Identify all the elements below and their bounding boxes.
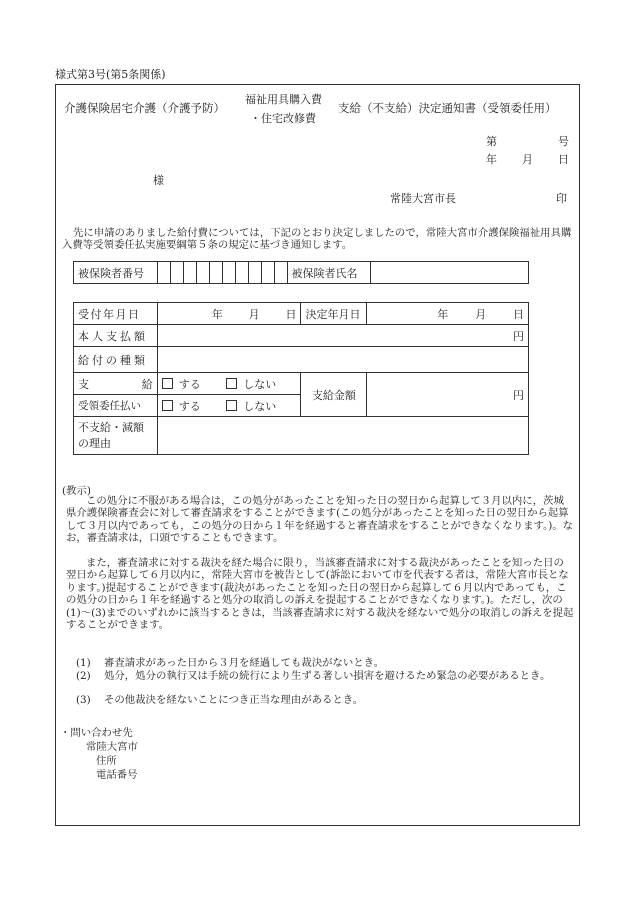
addressee-sama: 様 — [153, 174, 164, 187]
intro-text: 先に申請のありました給付費については，下記のとおり決定しましたので，常陸大宮市介護保険福祉用具購入費等受領委任払実施要綱第５条の規定に基づき通知します。 — [62, 227, 572, 252]
kyoji-heading: (教示) — [62, 485, 91, 497]
decision-year: 年 — [437, 307, 449, 321]
reason-label-2: の理由 — [78, 436, 111, 450]
title-left: 介護保険居宅介護（介護予防） — [64, 101, 225, 115]
insured-number-box[interactable] — [170, 262, 183, 284]
kyoji-item-3-num: (3) — [76, 694, 91, 706]
insured-number-box[interactable] — [261, 262, 274, 284]
kyoji-paragraph-2: また，審査請求に対する裁決を経た場合に限り，当該審査請求に対する裁決があったことを知った日の翌日から起算して６月以内に，常陸大宮市を被告として(訴訟において市を代表する者は，常陸大宮市長となります。)提起することができます(裁決があったことを知った日の翌日から起算して６月以内であっても，この処分の日から１年を経過すると処分の取消しの訴えを提起することができなくなります。)。ただし，次の(1)～(3)までのいずれかに該当するときは，当該審査請求に対する裁決を経ないで処分の取消しの訴えを提起することができます。 — [66, 557, 574, 632]
contact-address: 住所 — [96, 755, 117, 767]
entrust-label: 受領委任払い — [74, 395, 158, 417]
entrust-yes-label: する — [178, 399, 201, 413]
insured-number-box[interactable] — [222, 262, 235, 284]
insured-number-box[interactable] — [235, 262, 248, 284]
payment-options — [157, 373, 301, 395]
insured-number-box[interactable] — [183, 262, 196, 284]
form-number: 様式第3号(第5条関係) — [55, 68, 166, 81]
date-month: 月 — [522, 153, 533, 166]
contact-phone: 電話番号 — [96, 769, 138, 781]
pay-amount-yen: 円 — [513, 388, 524, 402]
pay-amount-field[interactable] — [367, 373, 529, 417]
kyoji-item-3-text: その他裁決を経ないことにつき正当な理由があるとき。 — [104, 694, 364, 706]
contact-org: 常陸大宮市 — [86, 741, 138, 753]
received-month: 月 — [248, 307, 260, 321]
self-pay-field[interactable] — [157, 325, 528, 347]
reason-label-1: 不支給・減額 — [78, 420, 144, 434]
received-date-field[interactable] — [157, 303, 301, 325]
reason-label — [74, 417, 158, 455]
insured-number-label: 被保険者番号 — [74, 262, 158, 284]
self-pay-label: 本人支払額 — [74, 325, 158, 347]
insured-number-box[interactable] — [209, 262, 222, 284]
decision-date-label: 決定年月日 — [301, 303, 367, 325]
received-year: 年 — [211, 307, 223, 321]
received-day: 日 — [285, 307, 297, 321]
payment-label-a: 支 — [78, 377, 89, 391]
insured-number-box[interactable] — [248, 262, 261, 284]
decision-month: 月 — [475, 307, 487, 321]
benefit-type-label: 給付の種類 — [74, 347, 158, 373]
received-date-label: 受付年月日 — [74, 303, 158, 325]
number-go: 号 — [558, 135, 569, 148]
entrust-yes-checkbox[interactable] — [162, 400, 173, 411]
benefit-type-field[interactable] — [157, 347, 528, 373]
kyoji-item-1-num: (1) — [76, 657, 91, 669]
title-mid-2: ・住宅改修費 — [250, 112, 316, 125]
decision-day: 日 — [512, 307, 524, 321]
title-mid-1: 福祉用具購入費 — [245, 93, 322, 106]
insured-number-box[interactable] — [157, 262, 170, 284]
insured-name-label: 被保険者氏名 — [287, 262, 371, 284]
kyoji-item-2-text: 処分，処分の執行又は手続の続行により生ずる著しい損害を避けるため緊急の必要があるとき。 — [104, 670, 551, 682]
payment-yes-checkbox[interactable] — [162, 378, 173, 389]
self-pay-yen: 円 — [513, 329, 524, 343]
kyoji-item-1-text: 審査請求があった日から３月を経過しても裁決がないとき。 — [104, 657, 385, 669]
insured-number-box[interactable] — [274, 262, 287, 284]
kyoji-paragraph-1: この処分に不服がある場合は，この処分があったことを知った日の翌日から起算して３月以内に，茨城県介護保険審査会に対して審査請求をすることができます(この処分があったことを知った日の翌日から起算して３月以内であっても，この処分の日から１年を経過すると審査請求をすることができなくなります。)。なお，審査請求は，口頭ですることもできます。 — [66, 495, 574, 545]
issuer-name: 常陸大宮市長 — [390, 192, 456, 205]
kyoji-item-2-num: (2) — [76, 670, 91, 682]
payment-label — [74, 373, 158, 395]
decision-date-field[interactable] — [367, 303, 529, 325]
insured-name-field[interactable] — [371, 262, 529, 284]
payment-label-b: 給 — [141, 377, 153, 391]
entrust-options — [157, 395, 301, 417]
issuer-seal: 印 — [556, 192, 567, 205]
pay-amount-label: 支給金額 — [301, 373, 367, 417]
decision-table — [73, 302, 529, 455]
payment-no-label: しない — [243, 377, 277, 391]
insured-number-box[interactable] — [196, 262, 209, 284]
contact-heading: ・問い合わせ先 — [60, 727, 133, 739]
payment-no-checkbox[interactable] — [226, 378, 237, 389]
entrust-no-checkbox[interactable] — [226, 400, 237, 411]
date-day: 日 — [558, 153, 569, 166]
date-year: 年 — [486, 153, 497, 166]
number-dai: 第 — [486, 135, 497, 148]
payment-yes-label: する — [178, 377, 201, 391]
title-right: 支給（不支給）決定通知書（受領委任用） — [338, 101, 557, 115]
entrust-no-label: しない — [243, 399, 277, 413]
insured-table — [73, 261, 529, 284]
reason-field[interactable] — [157, 417, 528, 455]
notice-frame — [55, 84, 580, 826]
